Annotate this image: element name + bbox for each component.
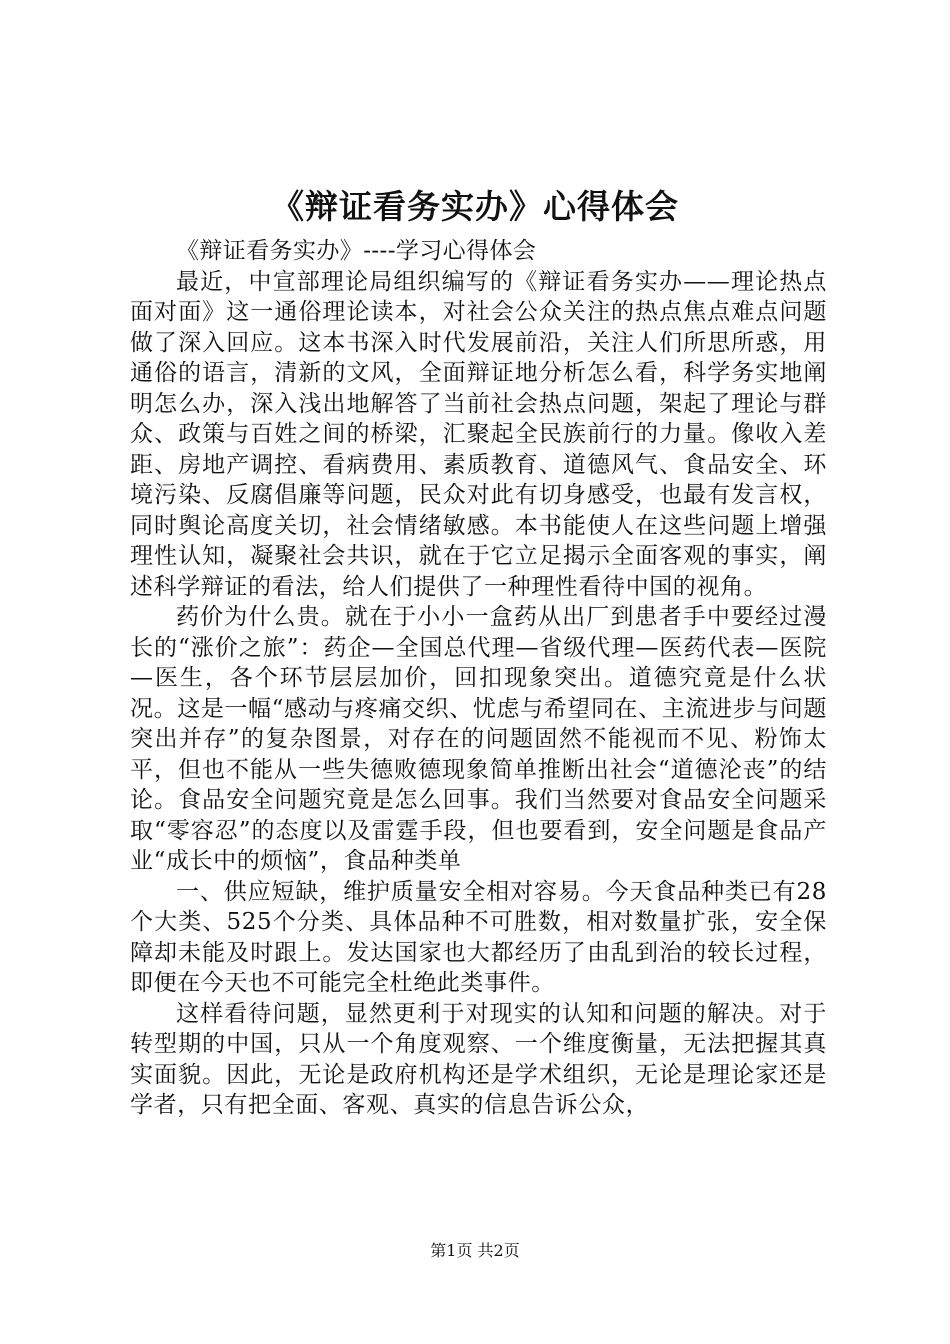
paragraph: 一、供应短缺，维护质量安全相对容易。今天食品种类已有28个大类、525个分类、具体品种不可胜数，相对数量扩张，安全保障却未能及时跟上。发达国家也大都经历了由乱到治的较长过程，即便在今天也不可能完全杜绝此类事件。: [130, 878, 827, 996]
document-subtitle: 《辩证看务实办》----学习心得体会: [176, 238, 537, 264]
document-title: 《辩证看务实办》心得体会: [271, 187, 679, 226]
paragraph: 药价为什么贵。就在于小小一盒药从出厂到患者手中要经过漫长的“涨价之旅”：药企—全国总代理—省级代理—医药代表—医院—医生，各个环节层层加价，回扣现象突出。道德究竟是什么状况。这是一幅“感动与疼痛交织、忧虑与希望同在、主流进步与问题突出并存”的复杂图景，对存在的问题固然不能视而不见、粉饰太平，但也不能从一些失德败德现象简单推断出社会“道德沦丧”的结论。食品安全问题究竟是怎么回事。我们当然要对食品安全问题采取“零容忍”的态度以及雷霆手段，但也要看到，安全问题是食品产业“成长中的烦恼”，食品种类单: [130, 604, 827, 874]
paragraph: 最近，中宣部理论局组织编写的《辩证看务实办——理论热点面对面》这一通俗理论读本，对社会公众关注的热点焦点难点问题做了深入回应。这本书深入时代发展前沿，关注人们所思所惑，用通俗的语言，清新的文风，全面辩证地分析怎么看，科学务实地阐明怎么办，深入浅出地解答了当前社会热点问题，架起了理论与群众、政策与百姓之间的桥梁，汇聚起全民族前行的力量。像收入差距、房地产调控、看病费用、素质教育、道德风气、食品安全、环境污染、反腐倡廉等问题，民众对此有切身感受，也最有发言权，同时舆论高度关切，社会情绪敏感。本书能使人在这些问题上增强理性认知，凝聚社会共识，就在于它立足揭示全面客观的事实，阐述科学辩证的看法，给人们提供了一种理性看待中国的视角。: [130, 268, 827, 600]
page-footer: 第1页 共2页: [430, 1241, 520, 1260]
document-body: [130, 236, 827, 1121]
paragraph: 这样看待问题，显然更利于对现实的认知和问题的解决。对于转型期的中国，只从一个角度观察、一个维度衡量，无法把握其真实面貌。因此，无论是政府机构还是学术组织，无论是理论家还是学者，只有把全面、客观、真实的信息告诉公众，: [130, 1000, 827, 1118]
